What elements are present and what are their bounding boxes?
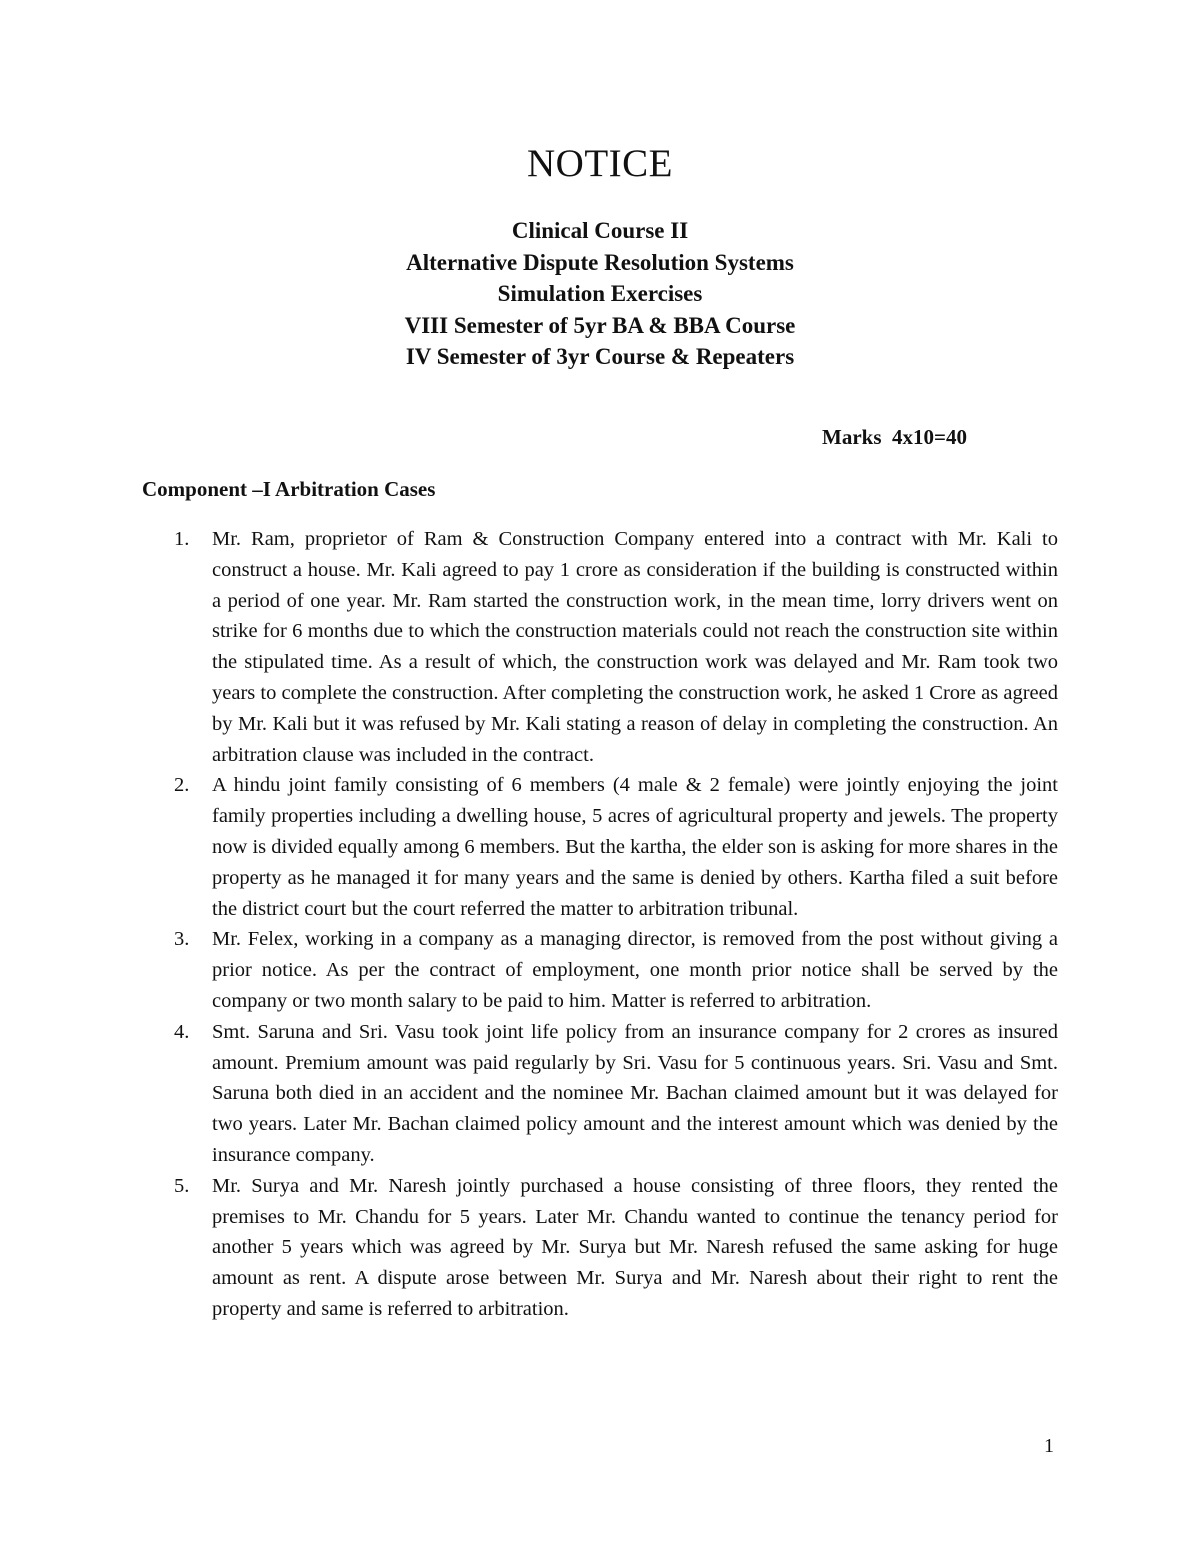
case-text: Mr. Surya and Mr. Naresh jointly purchased a house consisting of three floors, they rented the premises to Mr. Chandu for 5 years. Later Mr. Chandu wanted to continue the tenancy period for another 5 years which was agreed by Mr. Surya but Mr. Naresh refused the same asking for huge amount as rent. A dispute arose between Mr. Surya and Mr. Naresh about their right to rent the property and same is referred to arbitration. xyxy=(212,1174,1058,1320)
marks-allocation: Marks 4x10=40 xyxy=(822,425,967,449)
case-text: A hindu joint family consisting of 6 members (4 male & 2 female) were jointly enjoying the joint family properties including a dwelling house, 5 acres of agricultural property and jewels. The property now is divided equally among 6 members. But the kartha, the elder son is asking for more shares in the property as he managed it for many years and the same is denied by others. Kartha filed a suit before the district court but the court referred the matter to arbitration tribunal. xyxy=(212,774,1058,920)
exercise-type: Simulation Exercises xyxy=(497,281,703,306)
course-details xyxy=(0,215,1200,373)
page-title: NOTICE xyxy=(527,142,673,185)
case-number: 5. xyxy=(174,1174,190,1197)
course-title: Clinical Course II xyxy=(511,218,689,243)
case-text: Mr. Ram, proprietor of Ram & Construction Company entered into a contract with Mr. Kali to construct a house. Mr. Kali agreed to pay 1 crore as consideration if the building is constructed within a period of one year. Mr. Ram started the construction work, in the mean time, lorry drivers went on strike for 6 months due to which the construction materials could not reach the construction site within the stipulated time. As a result of which, the construction work was delayed and Mr. Ram took two years to complete the construction. After completing the construction work, he asked 1 Crore as agreed by Mr. Kali but it was refused by Mr. Kali stating a reason of delay in completing the construction. An arbitration clause was included in the contract. xyxy=(212,528,1058,766)
semester-line-2: IV Semester of 3yr Course & Repeaters xyxy=(405,344,795,369)
subject-title: Alternative Dispute Resolution Systems xyxy=(406,249,794,275)
case-list xyxy=(160,524,1058,1325)
component-heading: Component –I Arbitration Cases xyxy=(142,477,436,501)
case-number: 3. xyxy=(174,928,190,951)
case-text: Mr. Felex, working in a company as a managing director, is removed from the post without giving a prior notice. As per the contract of employment, one month prior notice shall be served by the company or two month salary to be paid to him. Matter is referred to arbitration. xyxy=(212,928,1058,1012)
case-number: 1. xyxy=(174,528,190,550)
case-item xyxy=(160,524,1058,770)
case-number: 4. xyxy=(174,1020,190,1043)
case-item xyxy=(160,1017,1058,1171)
case-item xyxy=(160,924,1058,1016)
page-number: 1 xyxy=(1044,1435,1054,1457)
case-item xyxy=(160,770,1058,924)
case-item xyxy=(160,1171,1058,1325)
case-text: Smt. Saruna and Sri. Vasu took joint life policy from an insurance company for 2 crores as insured amount. Premium amount was paid regularly by Sri. Vasu for 5 continuous years. Sri. Vasu and Smt. Saruna both died in an accident and the nominee Mr. Bachan claimed amount but it was delayed for two years. Later Mr. Bachan claimed policy amount and the interest amount which was denied by the insurance company. xyxy=(212,1020,1058,1166)
case-number: 2. xyxy=(174,774,190,797)
semester-line-1: VIII Semester of 5yr BA & BBA Course xyxy=(404,312,796,338)
